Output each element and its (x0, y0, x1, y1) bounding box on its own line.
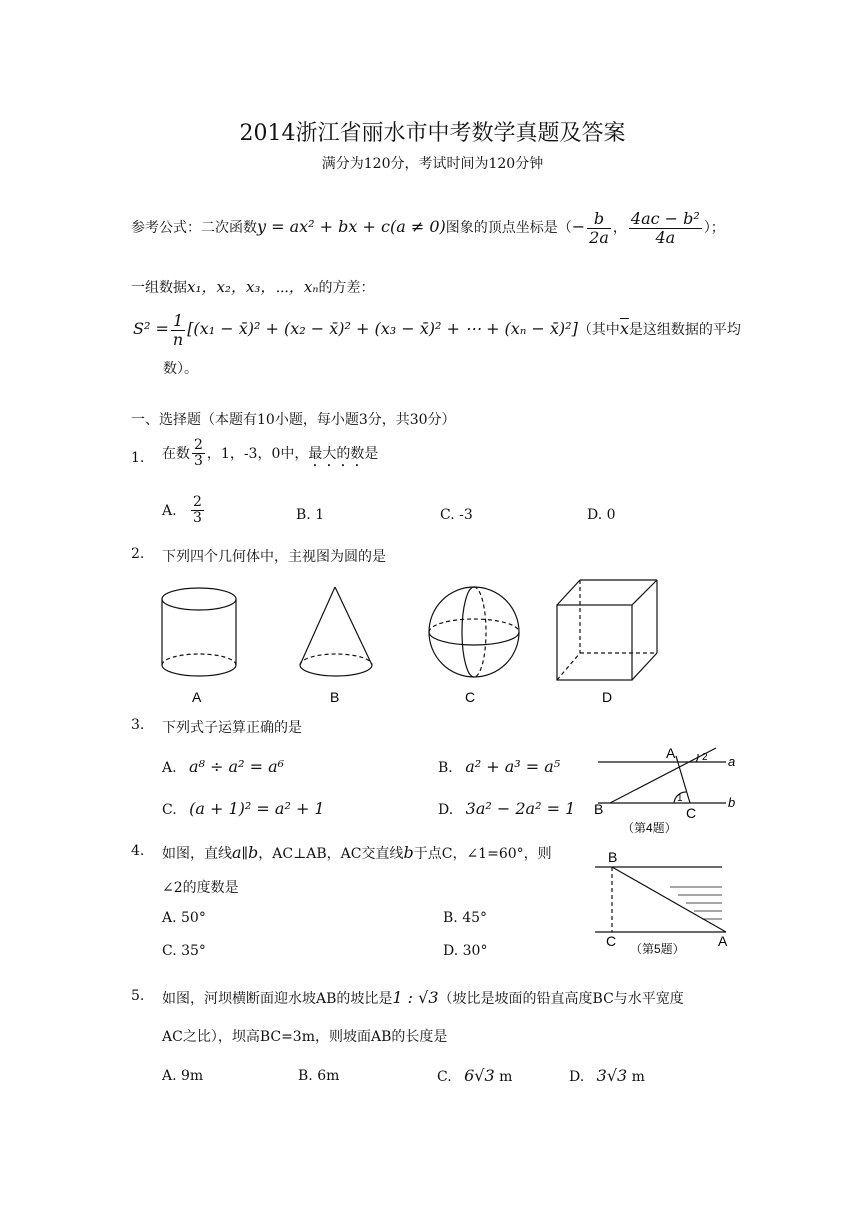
cone-solid (300, 587, 372, 676)
variance-intro-b: 的方差： (318, 280, 375, 296)
frac1-num: b (587, 210, 611, 229)
q4-var-a: a (232, 843, 242, 862)
q2-solids-figure (150, 575, 670, 705)
q5-stem-line2: AC之比），坝高BC=3m，则坡面AB的长度是 (162, 1029, 448, 1045)
q3-option-c (162, 799, 325, 818)
q1-a-fraction (191, 495, 204, 527)
q3-b-expr: a² + a³ = a⁵ (465, 757, 561, 776)
q1-fraction (192, 438, 205, 470)
variance-formula (133, 312, 741, 348)
q3-option-d (438, 799, 575, 818)
fig4-label-a-point: A (666, 745, 676, 761)
q3-c-expr: (a + 1)² = a² + 1 (189, 799, 325, 818)
section-heading: 一、选择题（本题有10小题，每小题3分，共30分） (131, 412, 456, 428)
q4-option-d: D. 30° (443, 943, 488, 959)
q3-b-label: B. (438, 760, 453, 776)
q1-frac-d: 3 (194, 453, 203, 470)
q4-var-b: b (248, 843, 259, 862)
fig4-label-line-a: a (728, 754, 736, 769)
q3-d-label: D. (438, 802, 454, 818)
fig4-label-c-point: C (686, 805, 697, 821)
q5-d-unit: m (631, 1069, 645, 1085)
q4-parallel: ∥ (241, 846, 249, 862)
q5-c-unit: m (499, 1069, 513, 1085)
q3-c-label: C. (162, 802, 177, 818)
q5-d-expr: 3√3 (596, 1066, 628, 1085)
q4-text-b: ，AC⊥AB，AC交直线 (258, 846, 404, 862)
q3-option-b (438, 757, 560, 776)
q5-option-c (437, 1066, 512, 1085)
q2-stem: 下列四个几何体中，主视图为圆的是 (162, 549, 386, 565)
q5-number: 5. (131, 988, 145, 1004)
q1-frac-n: 2 (194, 437, 203, 453)
q4-option-c: C. 35° (162, 943, 206, 959)
q4-stem (162, 843, 552, 863)
q1-a-label: A. (162, 502, 177, 519)
q4-text-a: 如图，直线 (162, 846, 232, 862)
q1-number: 1. (131, 450, 145, 466)
fig4-angle-2: 2 (702, 752, 708, 763)
note-a: （其中 (577, 322, 620, 339)
q1-emphasis: 最大的数 (308, 445, 365, 462)
vertex-y-fraction (629, 210, 702, 246)
one-over-n (171, 312, 185, 348)
vertex-x-fraction (587, 210, 611, 246)
q4-stem-line2: ∠2的度数是 (162, 880, 239, 896)
line-ba (610, 748, 716, 803)
fig5-label-b: B (608, 849, 618, 865)
q4-figure (588, 740, 748, 840)
q4-var-b2: b (403, 843, 414, 862)
fig5-caption: （第5题） (630, 942, 685, 956)
q1-text-a: 在数 (162, 445, 190, 462)
formula-prefix: 参考公式：二次函数 (131, 220, 257, 237)
q1-stem (162, 438, 378, 470)
formula-line (131, 210, 725, 246)
q5-option-d (569, 1066, 645, 1085)
q4-option-a: A. 50° (162, 910, 206, 926)
q5-d-label: D. (569, 1069, 585, 1085)
q5-c-expr: 6√3 (464, 1066, 495, 1085)
page-title: 2014浙江省丽水市中考数学真题及答案 (239, 121, 626, 146)
note-b: 是这组数据的平均 (628, 322, 741, 339)
q4-option-b: B. 45° (443, 910, 488, 926)
variance-intro (131, 276, 374, 297)
frac1-sign: − (571, 217, 586, 237)
formula-suffix: ）； (703, 220, 725, 237)
q3-d-expr: 3a² − 2a² = 1 (465, 799, 576, 818)
one: 1 (171, 312, 185, 331)
note-x: $\overline{x}$ (619, 319, 629, 339)
q1-option-c: C. -3 (440, 507, 473, 523)
q3-stem: 下列式子运算正确的是 (162, 720, 302, 736)
q1-a-n: 2 (193, 494, 202, 510)
solid-label-a: A (192, 689, 202, 705)
variance-note-end: 数）。 (163, 361, 198, 377)
q4-number: 4. (131, 843, 145, 859)
formula-mid: 图象的顶点坐标是（ (445, 220, 572, 237)
q1-text-b: ，1，-3，0中， (206, 445, 309, 462)
q3-number: 3. (131, 717, 145, 733)
q5-stem (162, 988, 684, 1008)
cube-solid (557, 580, 657, 680)
frac2-num: 4ac − b² (630, 209, 700, 228)
q3-a-label: A. (162, 760, 177, 776)
q1-text-d: 是 (364, 445, 379, 462)
q3-a-expr: a⁸ ÷ a² = a⁶ (189, 757, 285, 776)
solid-label-b: B (330, 689, 340, 705)
quadratic-expr: y = ax² + bx + c(a ≠ 0) (257, 217, 446, 237)
q5-text-a: 如图，河坝横断面迎水坡AB的坡比是 (162, 991, 393, 1007)
solid-label-c: C (465, 689, 476, 705)
q2-number: 2. (131, 546, 145, 562)
fig4-label-line-b: b (728, 795, 736, 810)
q5-ratio: 1 : √3 (392, 988, 439, 1007)
q1-option-b: B. 1 (296, 507, 325, 523)
q1-option-a (162, 495, 206, 527)
variance-bracket: [(x₁ − x̄)² + (x₂ − x̄)² + (x₃ − x̄)² + ⋯ + (xₙ − x̄)²] (187, 319, 578, 339)
sphere-solid (429, 587, 519, 677)
q5-text-b: （坡比是坡面的铅直高度BC与水平宽度 (438, 991, 684, 1007)
q5-figure (590, 845, 740, 960)
fig4-label-b-point: B (594, 801, 604, 817)
q1-option-d: D. 0 (587, 507, 616, 523)
solid-label-d: D (602, 689, 613, 705)
q5-c-label: C. (437, 1069, 452, 1085)
variance-intro-a: 一组数据 (131, 280, 187, 296)
formula-sep: ， (612, 220, 627, 237)
frac2-den: 4a (655, 227, 676, 247)
q5-option-b: B. 6m (298, 1068, 340, 1084)
slope-ab (612, 867, 726, 932)
variance-vars: x₁，x₂，x₃，⋯，xₙ (187, 278, 319, 296)
cylinder-solid (162, 588, 236, 676)
fig5-label-c: C (606, 933, 617, 949)
s2-symbol: S² = (133, 319, 169, 339)
n: n (172, 329, 184, 349)
frac1-den: 2a (589, 227, 609, 247)
q4-text-c: 于点C，∠1=60°，则 (413, 846, 552, 862)
q1-a-d: 3 (193, 510, 202, 527)
page-subtitle: 满分为120分，考试时间为120分钟 (321, 156, 544, 172)
fig4-caption: （第4题） (622, 821, 677, 835)
q3-option-a (162, 757, 284, 776)
q5-option-a: A. 9m (162, 1068, 204, 1084)
fig5-label-a: A (718, 933, 728, 949)
fig4-angle-1: 1 (677, 793, 683, 804)
